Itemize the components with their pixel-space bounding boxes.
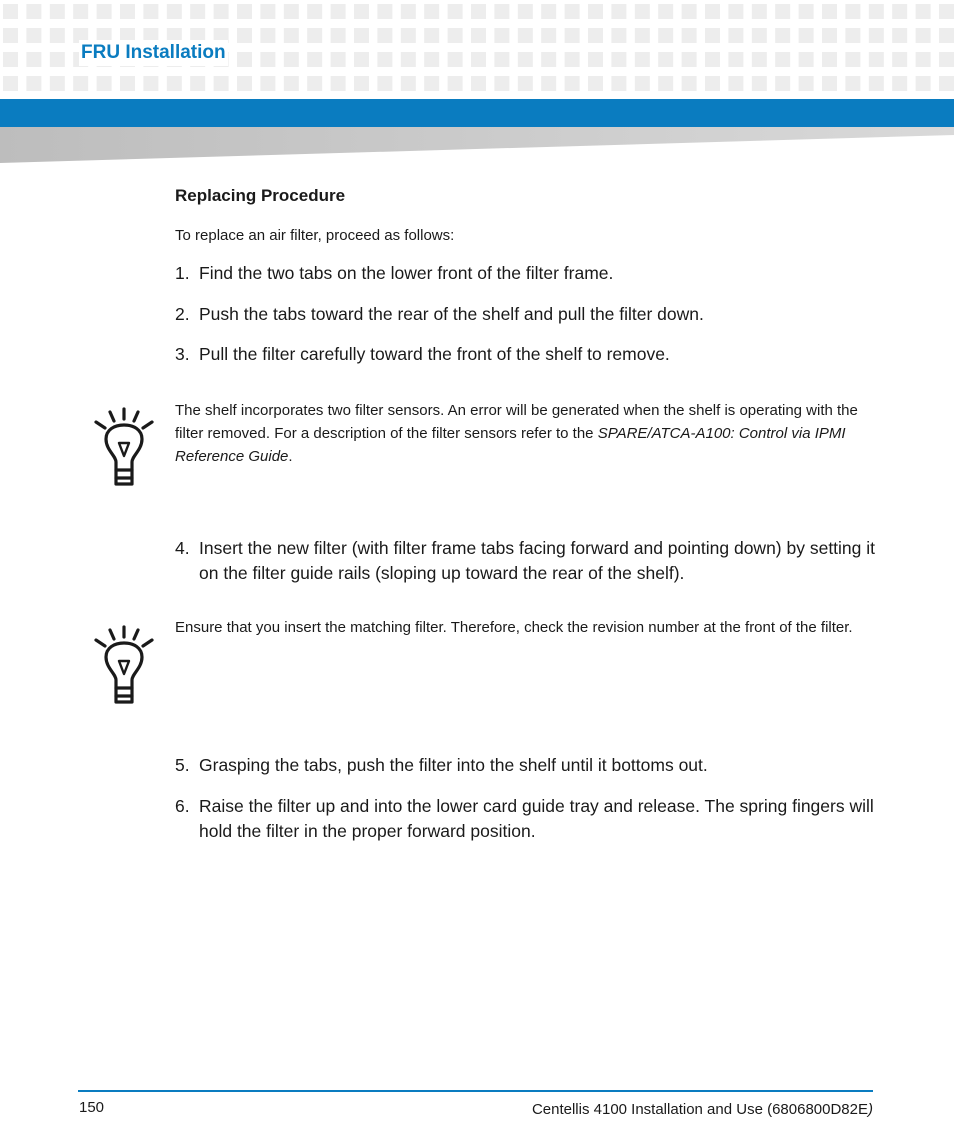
step-text: Raise the filter up and into the lower card guide tray and release. The spring fingers will hold the filter in the proper forward position. <box>199 796 874 841</box>
chapter-title: FRU Installation <box>79 40 228 66</box>
step-6 <box>175 794 875 844</box>
note-text: Ensure that you insert the matching filter. Therefore, check the revision number at the front of the filter. <box>175 619 853 636</box>
step-text: Grasping the tabs, push the filter into the shelf until it bottoms out. <box>199 755 708 775</box>
note-2 <box>175 616 865 639</box>
lightbulb-icon <box>92 624 156 706</box>
step-number: 3. <box>175 344 190 364</box>
step-2 <box>175 302 875 327</box>
step-number: 4. <box>175 538 190 558</box>
step-4 <box>175 536 875 586</box>
intro-text: To replace an air filter, proceed as follows: <box>175 227 455 244</box>
step-number: 5. <box>175 755 190 775</box>
section-heading: Replacing Procedure <box>175 186 346 205</box>
lightbulb-icon <box>92 406 156 488</box>
step-text: Pull the filter carefully toward the front of the shelf to remove. <box>199 344 670 364</box>
note-tail: . <box>288 448 293 465</box>
step-text: Insert the new filter (with filter frame tabs facing forward and pointing down) by setting it on the filter guide rails (sloping up toward the rear of the shelf). <box>199 538 876 583</box>
note-text: The shelf incorporates two filter sensors. An error will be generated when the shelf is operating with the filter removed. For a description of the filter sensors refer to the <box>175 402 858 442</box>
step-number: 6. <box>175 796 190 816</box>
step-text: Push the tabs toward the rear of the shelf and pull the filter down. <box>199 304 704 324</box>
header-band <box>0 99 954 127</box>
document-title-text: Centellis 4100 Installation and Use (6806800D82E <box>531 1101 868 1118</box>
header-wedge <box>0 127 954 163</box>
step-1 <box>175 261 875 286</box>
step-text: Find the two tabs on the lower front of the filter frame. <box>199 263 614 283</box>
note-reference: SPARE/ATCA-A100: Control via IPMI Reference Guide <box>175 425 846 465</box>
step-3 <box>175 342 875 367</box>
step-number: 2. <box>175 304 190 324</box>
document-title <box>532 1101 873 1118</box>
page-number: 150 <box>79 1099 105 1116</box>
footer-rule <box>78 1090 873 1092</box>
document-title-close: ) <box>868 1101 873 1118</box>
note-1 <box>175 399 865 468</box>
step-5 <box>175 753 875 778</box>
step-number: 1. <box>175 263 190 283</box>
